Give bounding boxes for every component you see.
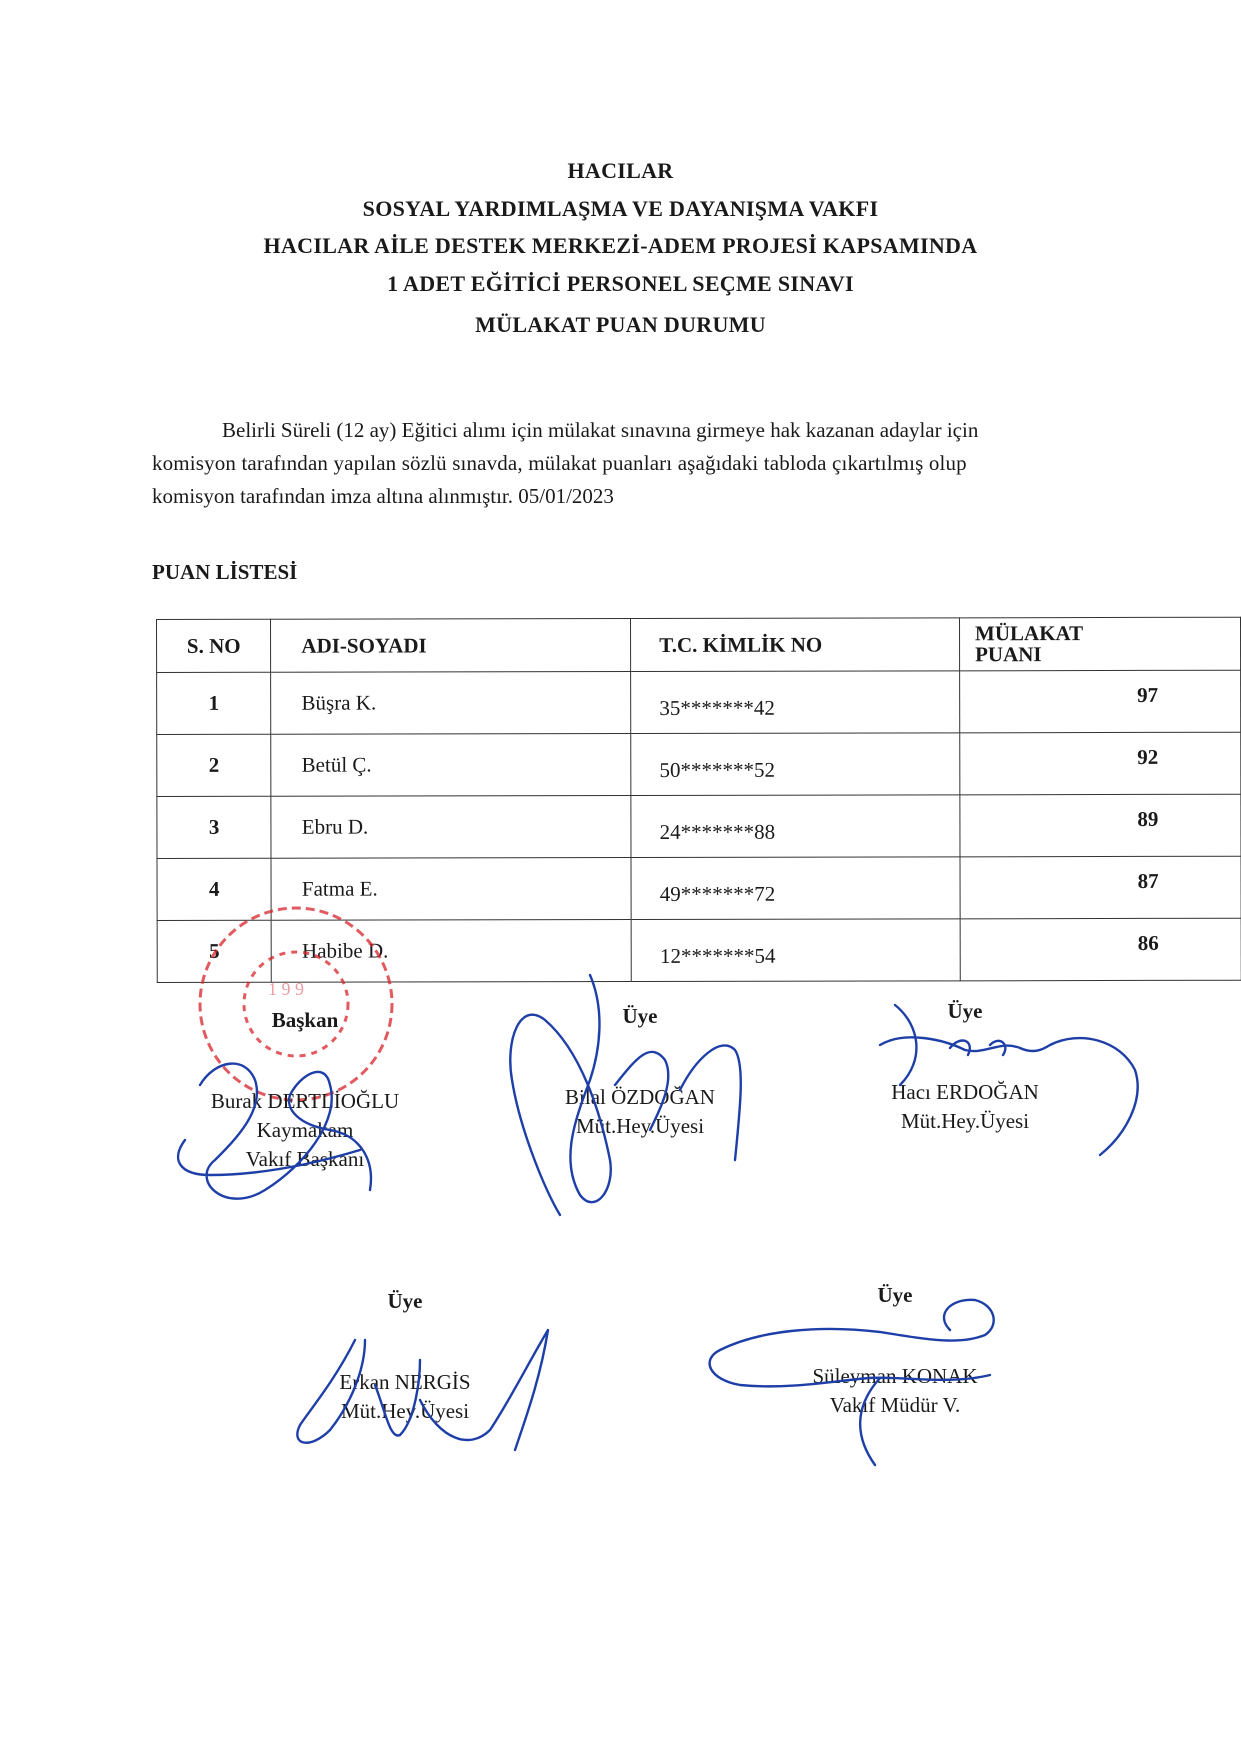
row-name: Fatma E. [271, 858, 631, 921]
signatory-title: Vakıf Müdür V. [829, 1393, 961, 1417]
row-tc: 49*******72 [631, 857, 960, 920]
table-row [157, 856, 1241, 920]
signatory-name: Hacı ERDOĞAN [891, 1080, 1039, 1104]
row-name: Betül Ç. [271, 734, 631, 797]
row-score: 92 [960, 732, 1241, 795]
signatory-title: Müt.Hey.Üyesi [575, 1114, 705, 1138]
header-score [959, 617, 1240, 671]
row-no: 2 [157, 734, 271, 796]
signatory-title: Müt.Hey.Üyesi [900, 1109, 1030, 1133]
signatory-name: Süleyman KONAK [812, 1364, 978, 1388]
row-score: 97 [960, 670, 1241, 733]
signatory-name: Burak DERTLİOĞLU [210, 1089, 400, 1113]
svg-text:1 9 9: 1 9 9 [268, 979, 304, 999]
header-score-line-2: PUANI [975, 642, 1042, 667]
header-line-1: HACILAR [567, 158, 674, 183]
signatory-member-2 [865, 997, 1065, 1136]
table-row [157, 918, 1241, 982]
row-score: 87 [960, 856, 1241, 919]
signatory-chairman [180, 1006, 430, 1174]
header-name: ADI-SOYADI [271, 619, 631, 673]
header-line-3: HACILAR AİLE DESTEK MERKEZİ-ADEM PROJESİ KAPSAMINDA [263, 233, 978, 258]
signatory-member-4 [785, 1281, 1005, 1420]
intro-line-1: Belirli Süreli (12 ay) Eğitici alımı için mülakat sınavına girmeye hak kazanan adaylar için [222, 418, 979, 442]
signatory-member-1 [540, 1002, 740, 1141]
intro-line-3: komisyon tarafından imza altına alınmıştır. 05/01/2023 [152, 484, 614, 508]
header-score-line-1: MÜLAKAT [974, 621, 1084, 646]
signatory-role: Üye [387, 1289, 423, 1313]
row-tc: 50*******52 [631, 733, 960, 796]
signatory-role: Üye [622, 1004, 658, 1028]
row-tc: 24*******88 [631, 795, 960, 858]
signatory-name: Bilal ÖZDOĞAN [565, 1085, 715, 1109]
table-header-row [157, 617, 1241, 672]
signatory-name: Erkan NERGİS [339, 1370, 471, 1394]
row-score: 86 [960, 918, 1241, 981]
intro-line-2: komisyon tarafından yapılan sözlü sınavda, mülakat puanları aşağıdaki tabloda çıkartılmış olup [152, 451, 967, 475]
signatory-role: Üye [947, 999, 983, 1023]
row-no: 1 [157, 672, 271, 734]
row-no: 5 [157, 920, 271, 982]
header-line-5: MÜLAKAT PUAN DURUMU [475, 312, 766, 337]
signatory-role: Üye [877, 1283, 913, 1307]
signatory-role: Başkan [271, 1008, 339, 1032]
table-row [157, 794, 1241, 858]
intro-paragraph [152, 414, 1126, 513]
row-name: Büşra K. [271, 672, 631, 735]
table-row [157, 670, 1241, 734]
signatory-title: Kaymakam [256, 1118, 354, 1142]
row-name: Habibe D. [271, 920, 631, 983]
header-tc: T.C. KİMLİK NO [631, 618, 960, 672]
signatory-member-3 [305, 1287, 505, 1426]
score-table [156, 617, 1241, 983]
row-tc: 12*******54 [631, 919, 960, 982]
row-no: 3 [157, 796, 271, 858]
row-score: 89 [960, 794, 1241, 857]
row-name: Ebru D. [271, 796, 631, 859]
list-title: PUAN LİSTESİ [152, 560, 298, 584]
table-row [157, 732, 1241, 796]
signatory-title: Vakıf Başkanı [245, 1147, 365, 1171]
row-no: 4 [157, 858, 271, 920]
header-line-2: SOSYAL YARDIMLAŞMA VE DAYANIŞMA VAKFI [362, 196, 879, 221]
header-sno: S. NO [157, 619, 271, 672]
header-line-4: 1 ADET EĞİTİCİ PERSONEL SEÇME SINAVI [387, 271, 854, 296]
row-tc: 35*******42 [631, 671, 960, 734]
signatory-title: Müt.Hey.Üyesi [340, 1399, 470, 1423]
